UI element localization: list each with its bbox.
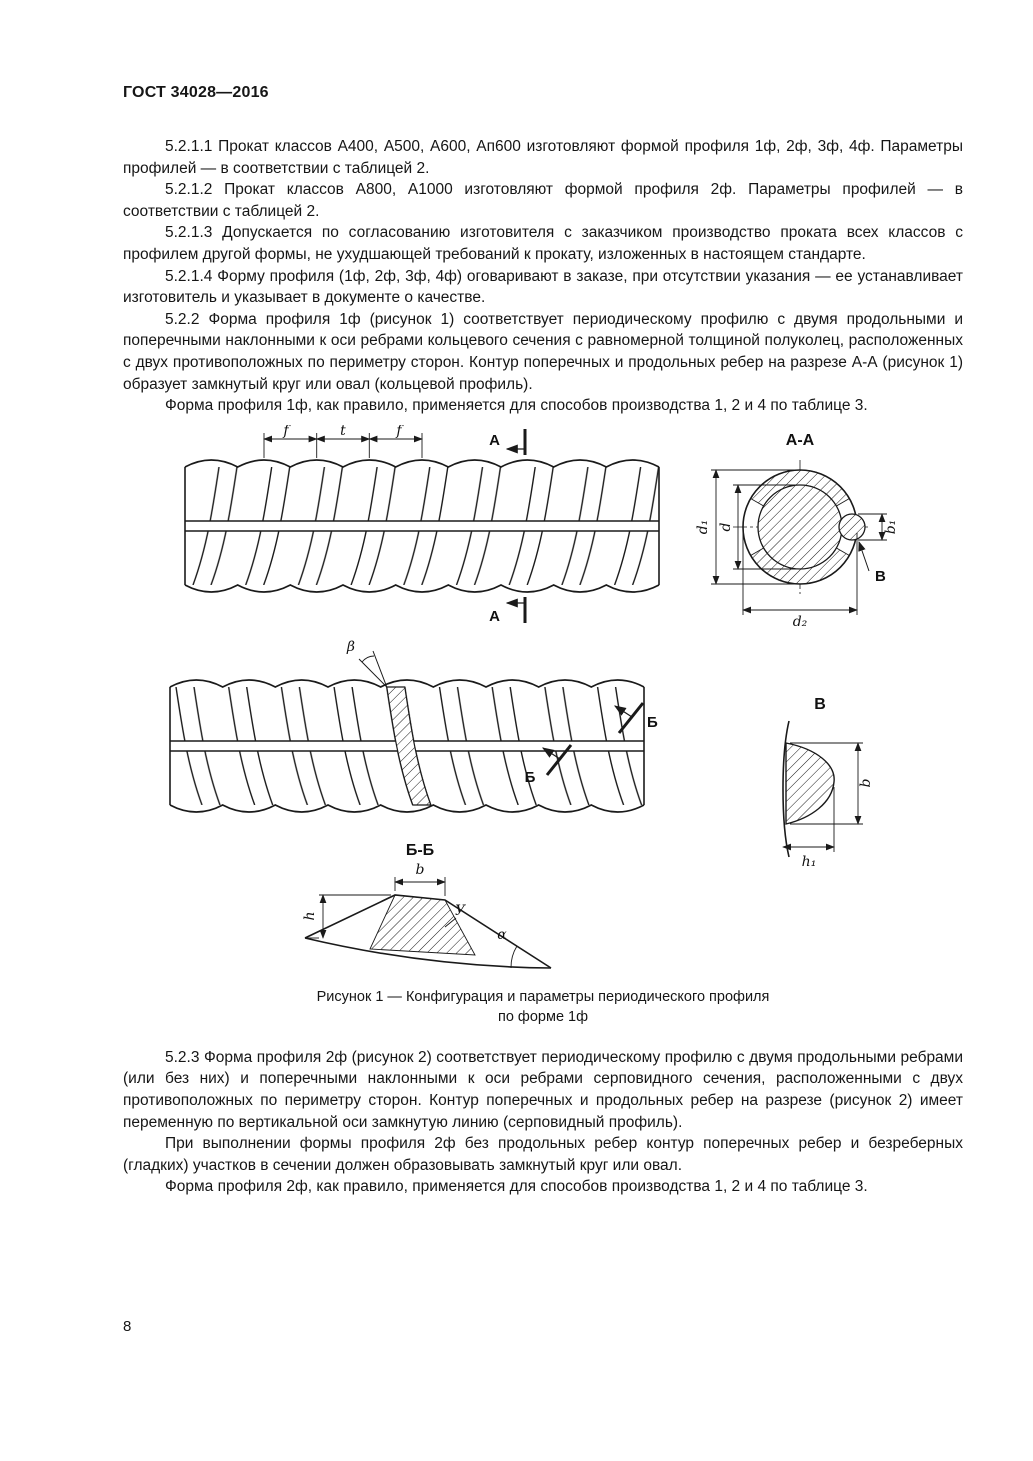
angle-alpha-annotation <box>497 927 517 968</box>
dim-t-label: t <box>340 424 346 439</box>
page-number: 8 <box>123 1318 132 1335</box>
section-b-label-upper: Б <box>647 713 658 731</box>
view-bb-title: Б-Б <box>405 841 435 859</box>
dim-f-label: f <box>283 424 289 439</box>
dim-b-label: b <box>858 778 874 788</box>
core-circle <box>758 485 842 569</box>
rebar-bottom-edge-2 <box>170 805 644 812</box>
dim-f-label: f <box>396 424 402 439</box>
dim-d2-label: d₂ <box>792 613 808 630</box>
paragraph-5-2-1-3: 5.2.1.3 Допускается по согласованию изготовителя с заказчиком производство проката всех классов с профилем другой формы, не ухудшающей требований к прокату, изложенных в настоящем стандарте. <box>123 224 963 263</box>
paragraph-5-2-2: 5.2.2 Форма профиля 1ф (рисунок 1) соответствует периодическому профилю с двумя продольными и поперечными наклонными к оси ребрами кольцевого сечения с равномерной толщиной полуколец, расположенных с двух противоположных по периметру сторон. Контур поперечных и продольных ребер на разрезе А-А (рисунок 1) образует замкнутый круг или овал (кольцевой профиль). <box>123 310 963 393</box>
body-text-bottom <box>123 1047 963 1198</box>
section-a-label-bottom: А <box>489 607 500 625</box>
detail-v-pointer-label: В <box>875 567 886 585</box>
paragraph-form-1f-usage: Форма профиля 1ф, как правило, применяется для способов производства 1, 2 и 4 по таблице 3. <box>165 397 868 415</box>
figure-caption-line1: Рисунок 1 — Конфигурация и параметры периодического профиля <box>316 988 770 1005</box>
dim-h-label: h <box>302 911 318 921</box>
figure-1 <box>123 425 963 1027</box>
rebar-top-edge <box>185 460 659 467</box>
figure-caption <box>123 987 963 1027</box>
dim-b1-label: b₁ <box>883 519 899 535</box>
paragraph-5-2-1-2: 5.2.1.2 Прокат классов А800, А1000 изготовляют формой профиля 2ф. Параметры профилей — в соответствии с таблицей 2. <box>123 181 963 220</box>
detail-v-title: В <box>814 695 826 713</box>
body-text-top <box>123 136 963 417</box>
longitudinal-rib-section <box>839 514 865 540</box>
paragraph-form-2f-usage: Форма профиля 2ф, как правило, применяется для способов производства 1, 2 и 4 по таблице 3. <box>165 1178 868 1196</box>
longitudinal-rib-profile <box>786 743 834 824</box>
dimension-b-top <box>395 862 445 896</box>
figure-caption-line2: по форме 1ф <box>497 1008 589 1025</box>
standard-number: ГОСТ 34028—2016 <box>123 84 269 101</box>
dim-d-label: d <box>718 522 734 532</box>
rebar-top-edge-2 <box>170 680 644 687</box>
angle-alpha-label: α <box>497 926 507 943</box>
rebar-top-view <box>185 425 659 625</box>
section-b-label-lower: Б <box>524 768 536 786</box>
paragraph-5-2-3: 5.2.3 Форма профиля 2ф (рисунок 2) соответствует периодическому профилю с двумя продольными ребрами (или без них) и поперечными наклонными к оси ребрами серповидного сечения, расположенными с двух противоположных по периметру сторон. Контур поперечных и продольных ребер на разрезе (рисунок 2) имеет переменную по вертикальной оси замкнутую линию (серповидный профиль). <box>123 1048 963 1131</box>
section-a-label-top: А <box>489 431 500 449</box>
dim-d1-label: d₁ <box>695 519 711 535</box>
section-bb-view <box>302 842 551 968</box>
figure-1-drawing <box>123 425 963 985</box>
rebar-middle-view <box>170 639 658 812</box>
section-aa-view <box>695 432 899 630</box>
rebar-bottom-edge <box>185 585 659 592</box>
detail-v-callout <box>859 542 886 585</box>
angle-beta-label: β <box>346 638 355 655</box>
dimension-f-t-f <box>264 425 422 458</box>
dim-h1-label: h₁ <box>801 853 817 870</box>
label-u: У <box>455 902 466 919</box>
view-aa-title: А-А <box>785 431 815 449</box>
paragraph-5-2-1-1: 5.2.1.1 Прокат классов А400, А500, А600, Ап600 изготовляют формой профиля 1ф, 2ф, 3ф, 4ф. Параметры профилей — в соответствии с таблицей 2. <box>123 138 963 177</box>
paragraph-5-2-1-4: 5.2.1.4 Форму профиля (1ф, 2ф, 3ф, 4ф) оговаривают в заказе, при отсутствии указания — ее устанавливает изготовитель и указывает в документе о качестве. <box>123 267 963 307</box>
detail-v-view <box>783 696 874 870</box>
paragraph-5-2-3-cont: При выполнении формы профиля 2ф без продольных ребер контур поперечных ребер и безреберных (гладких) участков в сечении должен образовывать замкнутый круг или овал. <box>123 1135 963 1174</box>
dim-b-top-label: b <box>415 861 425 878</box>
